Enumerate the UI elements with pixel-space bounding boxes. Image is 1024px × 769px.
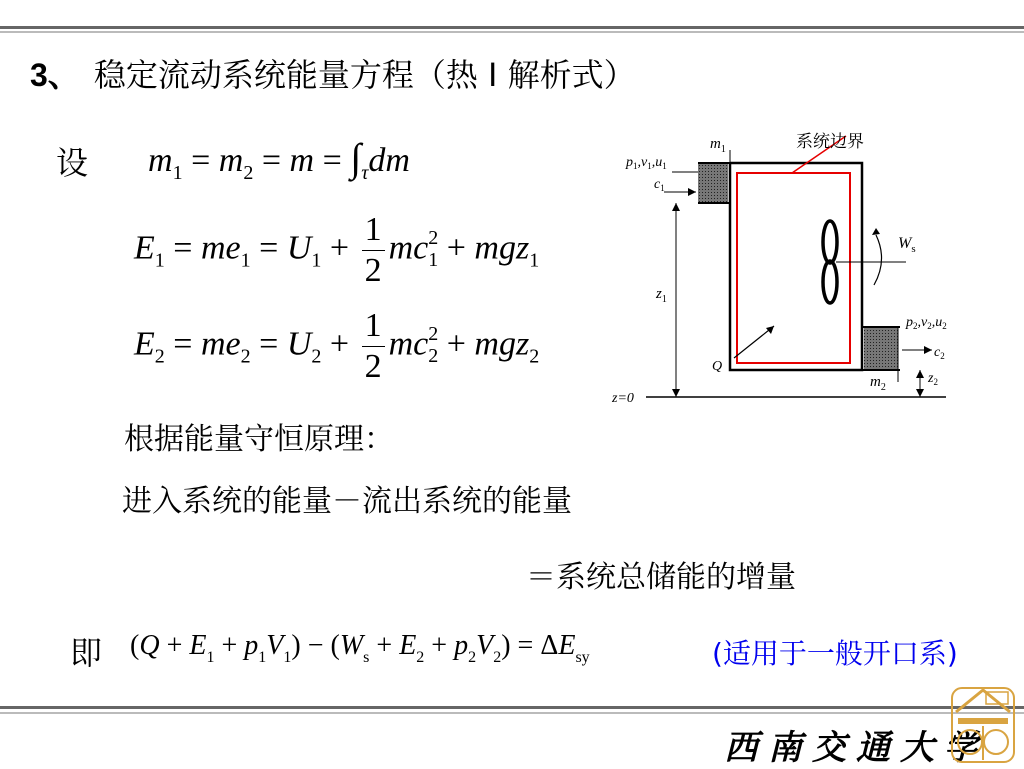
svg-text:z2: $z_2$ <box>928 371 938 387</box>
energy-balance-line2: ＝系统总储能的增量 <box>526 560 796 595</box>
university-name: 西南交通大学 <box>724 728 988 768</box>
title-text: 稳定流动系统能量方程（热 I 解析式） <box>93 56 636 94</box>
svg-text:Ws: $W_s$ <box>898 235 916 255</box>
rotation-arrow <box>874 235 882 285</box>
inlet-fluid <box>698 164 728 202</box>
svg-text:m2: $m_2$ <box>870 374 886 393</box>
svg-text:Q: Q <box>712 359 723 374</box>
top-rule-inner <box>0 31 1024 33</box>
open-system-equation: $(Q + E_1 + p_1V_1) - (W_s + E_2 + p_2V_2) = \Delta E_{sy}$ <box>130 630 590 666</box>
svg-text:p2,v2,u2: $p_2,v_2,u_2$ <box>906 315 947 331</box>
boundary-label: 系统边界 <box>796 132 864 151</box>
svg-text:c2: $c_2$ <box>934 345 945 361</box>
bottom-rule-inner <box>0 712 1024 714</box>
svg-text:p1,v1,u1: $p_1,v_1,u_1$ <box>626 155 667 171</box>
container-top <box>730 163 862 320</box>
bottom-rule <box>0 706 1024 709</box>
principle-text: 根据能量守恒原理： <box>124 422 394 457</box>
applicability-note: (适用于一般开口系) <box>712 637 958 670</box>
fan-blade-bottom <box>823 261 837 303</box>
top-rule <box>0 26 1024 29</box>
system-boundary <box>737 173 850 363</box>
university-logo <box>946 682 1020 766</box>
energy-balance-line1: 进入系统的能量－流出系统的能量 <box>122 484 572 519</box>
open-system-diagram <box>606 120 956 410</box>
svg-text:m1: $m_1$ <box>710 136 726 155</box>
energy-equation-1: $E_1 = me_1 = U_1$ + $\frac{1}{2}$ mc $_{2 1}$ + mgz$_1$ <box>134 211 540 289</box>
container-outline <box>730 163 862 370</box>
ji-label: 即 <box>70 634 103 672</box>
outlet-fluid <box>864 328 898 369</box>
svg-text:z=0: z=0 <box>612 391 634 406</box>
svg-text:z1: $z_1$ <box>656 286 667 305</box>
fan-blade-top <box>823 221 837 263</box>
set-label: 设 <box>56 144 89 182</box>
energy-equation-2: $E_2 = me_2 = U_2$ + $\frac{1}{2}$ mc $_{2 2}$ + mgz$_2$ <box>134 307 540 385</box>
mass-equation: $m_1 = m_2 = m = \int_\tau dm$ <box>148 135 410 184</box>
title-number: 3、 <box>30 57 80 93</box>
slide-title <box>30 50 636 96</box>
svg-text:c1: $c_1$ <box>654 177 665 193</box>
